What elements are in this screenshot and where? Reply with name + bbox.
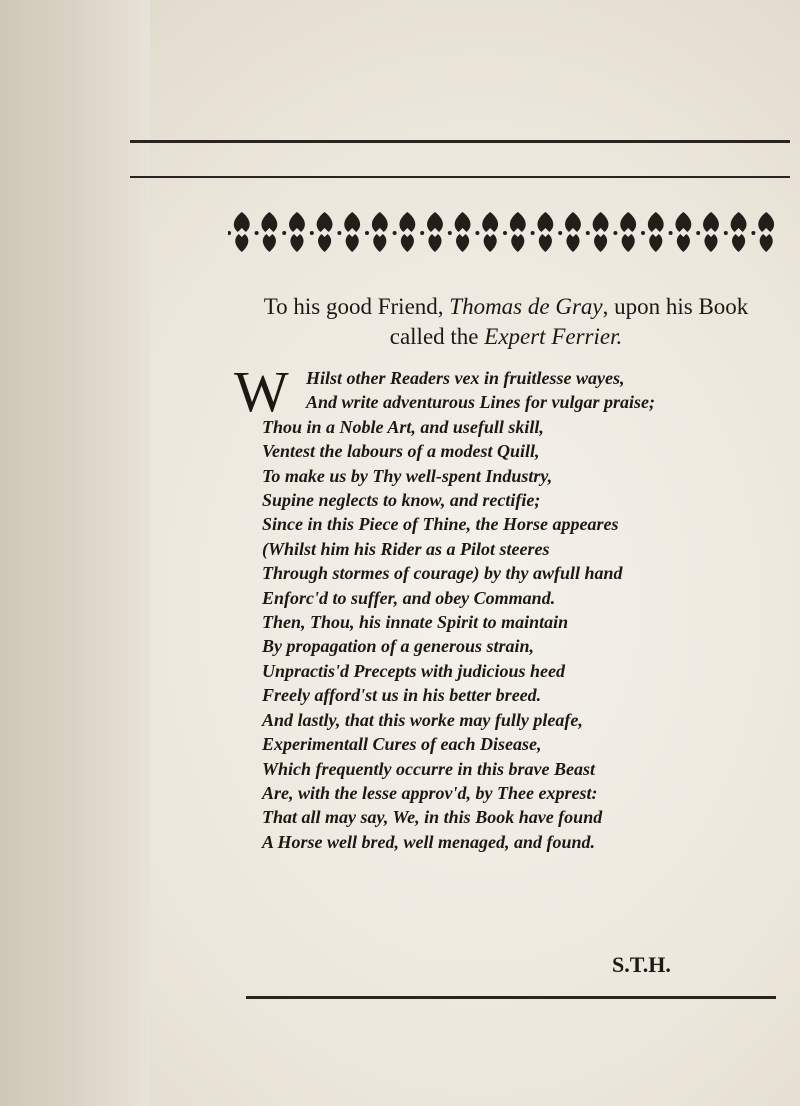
drop-cap: W: [234, 359, 289, 424]
dedication-heading: [236, 292, 776, 352]
poem-line: Unpractis'd Precepts with judicious heed: [262, 660, 566, 681]
bottom-rule: [246, 996, 776, 999]
fleuron-ornament-band: [228, 208, 780, 256]
fleuron-unit: [558, 212, 581, 252]
poem-line: Are, with the lesse approv'd, by Thee exprest:: [262, 782, 598, 803]
heading-middle: , upon his Book: [602, 294, 749, 319]
fleuron-unit: [255, 212, 278, 252]
fleuron-unit: [448, 212, 471, 252]
fleuron-unit: [613, 212, 636, 252]
poem-line: Ventest the labours of a modest Quill,: [262, 441, 540, 462]
fleuron-unit: [475, 212, 498, 252]
top-rule: [130, 140, 790, 143]
poem-line: Supine neglects to know, and rectifie;: [262, 490, 541, 511]
poem-line: That all may say, We, in this Book have found: [262, 807, 603, 828]
fleuron-unit: [228, 212, 250, 252]
fleuron-unit: [420, 212, 443, 252]
fleuron-unit: [310, 212, 333, 252]
poem-line: Since in this Piece of Thine, the Horse appeares: [262, 514, 619, 535]
heading-name: Thomas de Gray: [449, 294, 603, 319]
fleuron-unit: [669, 212, 692, 252]
poem-body: [262, 366, 782, 854]
poem-line: Experimentall Cures of each Disease,: [262, 734, 542, 755]
heading-line-2: [236, 322, 776, 352]
fleuron-unit: [724, 212, 747, 252]
fleuron-unit: [282, 212, 305, 252]
heading-called: called the: [389, 324, 485, 349]
fleuron-unit: [337, 212, 360, 252]
fleuron-unit: [531, 212, 554, 252]
signature-initials: S.T.H.: [612, 952, 671, 977]
fleuron-unit: [641, 212, 664, 252]
poem-line: Hilst other Readers vex in fruitlesse wayes,: [306, 368, 625, 388]
poem-line: Enforc'd to suffer, and obey Command.: [262, 587, 556, 608]
fleuron-unit: [586, 212, 609, 252]
heading-prefix: To his good Friend,: [263, 294, 450, 319]
poem-line: (Whilst him his Rider as a Pilot steeres: [262, 538, 550, 559]
poem-line: Thou in a Noble Art, and usefull skill,: [262, 416, 544, 437]
poem-line: By propagation of a generous strain,: [262, 636, 535, 657]
poem-line: Freely afford'st us in his better breed.: [262, 685, 542, 706]
poem-line: Through stormes of courage) by thy awfull hand: [262, 563, 623, 584]
fleuron-unit: [503, 212, 526, 252]
fleuron-unit: [751, 212, 774, 252]
fleuron-unit: [393, 212, 416, 252]
fleuron-unit: [365, 212, 388, 252]
poem-line: And write adventurous Lines for vulgar praise;: [306, 392, 656, 413]
poem-line: And lastly, that this worke may fully pleafe,: [262, 709, 583, 730]
book-gutter: [0, 0, 150, 1106]
poem-line: To make us by Thy well-spent Industry,: [262, 465, 553, 486]
poem-line: Which frequently occurre in this brave Beast: [262, 758, 596, 779]
heading-book-title: Expert Ferrier.: [484, 324, 623, 349]
fleuron-unit: [696, 212, 719, 252]
top-rule-secondary: [130, 176, 790, 178]
poem-line: A Horse well bred, well menaged, and found.: [262, 831, 596, 852]
poem-line: Then, Thou, his innate Spirit to maintain: [262, 612, 569, 633]
